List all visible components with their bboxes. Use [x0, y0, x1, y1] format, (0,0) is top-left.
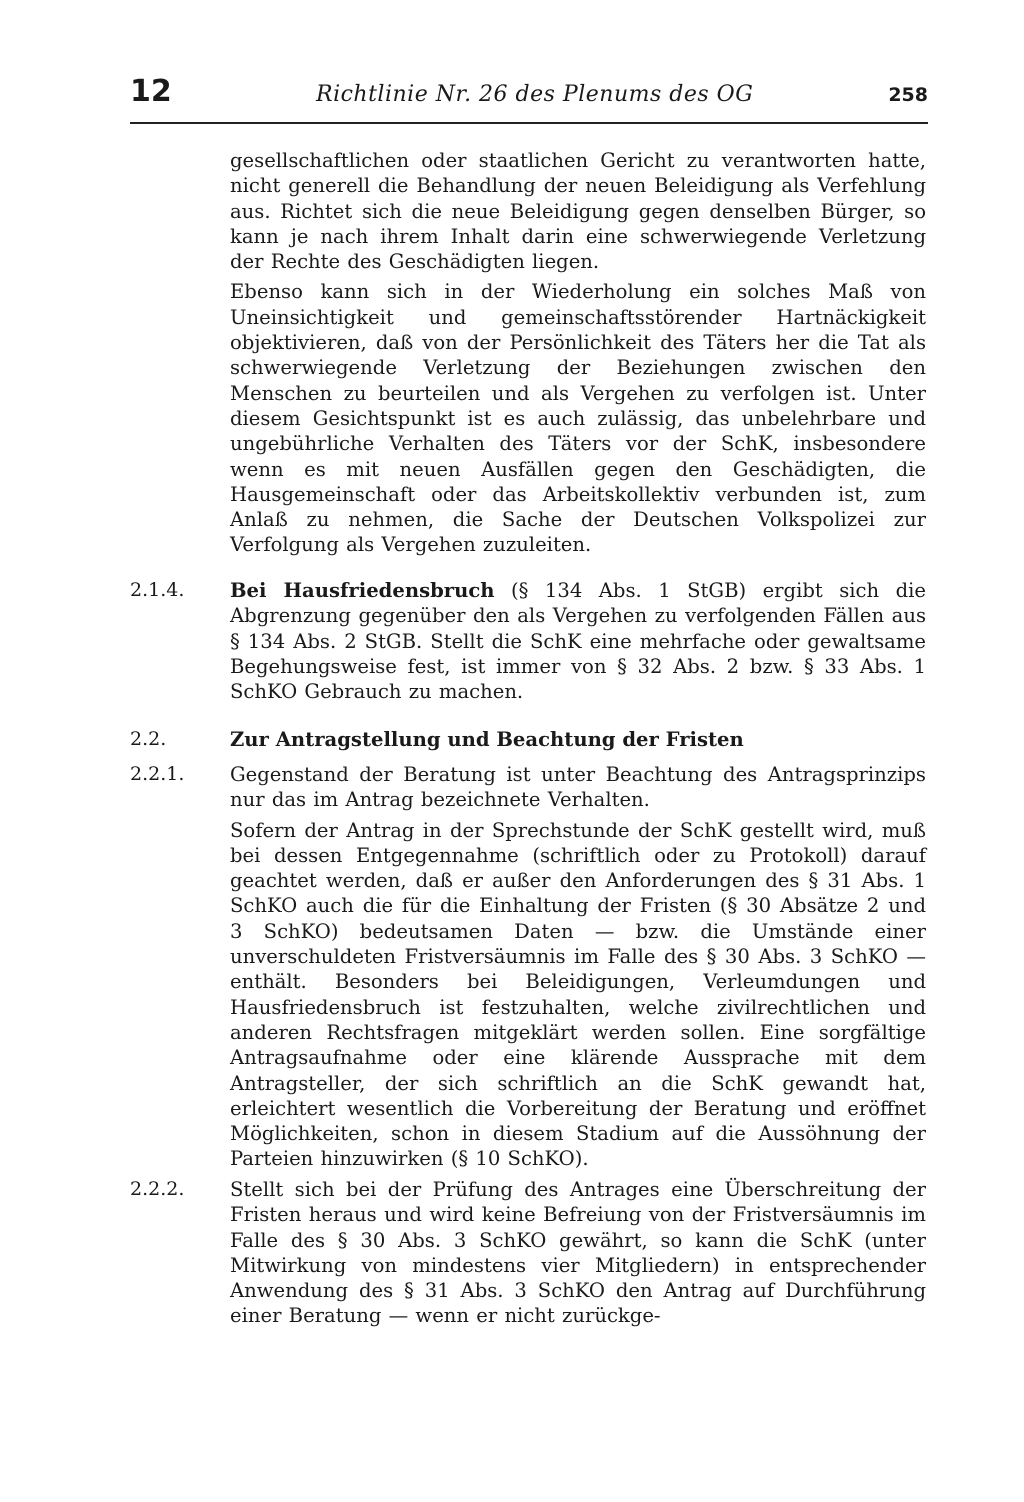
- paragraph: gesellschaftlichen oder staatlichen Gericht zu verantworten hatte, nicht generell die Behandlung der neuen Beleidigung als Verfehlung aus. Richtet sich die neue Beleidigung gegen denselben Bürger, so kann je nach ihrem Inhalt darin eine schwerwiegende Verletzung der Rechte des Geschädigten liegen.: [230, 149, 926, 274]
- paragraph: [230, 578, 926, 704]
- paragraph-text: (§ 134 Abs. 1 StGB) ergibt sich die Abgrenzung gegenüber den als Vergehen zu verfolgenden Fällen aus § 134 Abs. 2 StGB. Stellt die SchK eine mehrfache oder gewaltsame Begehungsweise fest, ist immer von § 32 Abs. 2 bzw. § 33 Abs. 1 SchKO Gebrauch zu machen.: [230, 579, 927, 704]
- section-body: [230, 578, 926, 704]
- section-number: 2.1.4.: [130, 579, 185, 601]
- chapter-number: 12: [130, 74, 172, 109]
- paragraph: Gegenstand der Beratung ist unter Beachtung des Antragsprinzips nur das im Antrag bezeichnete Verhalten.: [230, 763, 926, 812]
- paragraph: Stellt sich bei der Prüfung des Antrages eine Überschreitung der Fristen heraus und wird keine Befreiung von der Fristversäumnis im Falle des § 30 Abs. 3 SchKO gewährt, so kann die SchK (unter Mitwirkung von mindestens vier Mitgliedern) in entsprechender Anwendung des § 31 Abs. 3 SchKO den Antrag auf Durchführung einer Beratung — wenn er nicht zurückge-: [230, 1178, 926, 1328]
- section-number: 2.2.: [130, 728, 167, 750]
- section-body: [230, 1177, 926, 1329]
- paragraph: Sofern der Antrag in der Sprechstunde der SchK gestellt wird, muß bei dessen Entgegennahme (schriftlich oder zu Protokoll) darauf geachtet werden, daß er außer den Anforderungen des § 31 Abs. 1 SchKO auch die für die Einhaltung der Fristen (§ 30 Absätze 2 und 3 SchKO) bedeutsamen Daten — bzw. die Umstände einer unverschuldeten Fristversäumnis im Falle des § 30 Abs. 3 SchKO — enthält. Besonders bei Beleidigungen, Verleumdungen und Hausfriedensbruch ist festzuhalten, welche zivilrechtlichen und anderen Rechtsfragen mitgeklärt werden sollen. Eine sorgfältige Antragsaufnahme oder eine klärende Aussprache mit dem Antragsteller, der sich schriftlich an die SchK gewandt hat, erleichtert wesentlich die Vorbereitung der Beratung und eröffnet Möglichkeiten, schon in diesem Stadium auf die Aussöhnung der Parteien hinzuwirken (§ 10 SchKO).: [230, 818, 926, 1171]
- page-number: 258: [888, 84, 928, 106]
- section-heading: Zur Antragstellung und Beachtung der Fristen: [230, 728, 744, 751]
- section-body: [230, 762, 926, 1172]
- paragraph: Ebenso kann sich in der Wiederholung ein solches Maß von Uneinsichtigkeit und gemeinschaftsstörender Hartnäckigkeit objektivieren, daß von der Persönlichkeit des Täters her die Tat als schwerwiegende Verletzung der Beziehungen zwischen den Menschen zu beurteilen und als Vergehen zu verfolgen ist. Unter diesem Gesichtspunkt ist es auch zulässig, das unbelehrbare und ungebührliche Verhalten des Täters vor der SchK, insbesondere wenn es mit neuen Ausfällen gegen den Geschädigten, die Hausgemeinschaft oder das Arbeitskollektiv verbunden ist, zum Anlaß zu nehmen, die Sache der Deutschen Volkspolizei zur Verfolgung als Vergehen zuzuleiten.: [230, 280, 926, 557]
- section-number: 2.2.2.: [130, 1178, 185, 1200]
- bold-lead: Bei Hausfriedensbruch: [230, 579, 495, 602]
- section-number: 2.2.1.: [130, 763, 185, 785]
- section-body: [230, 727, 926, 752]
- page-header: [130, 70, 928, 124]
- running-title: Richtlinie Nr. 26 des Plenums des OG: [316, 82, 754, 107]
- section-body: [230, 148, 926, 558]
